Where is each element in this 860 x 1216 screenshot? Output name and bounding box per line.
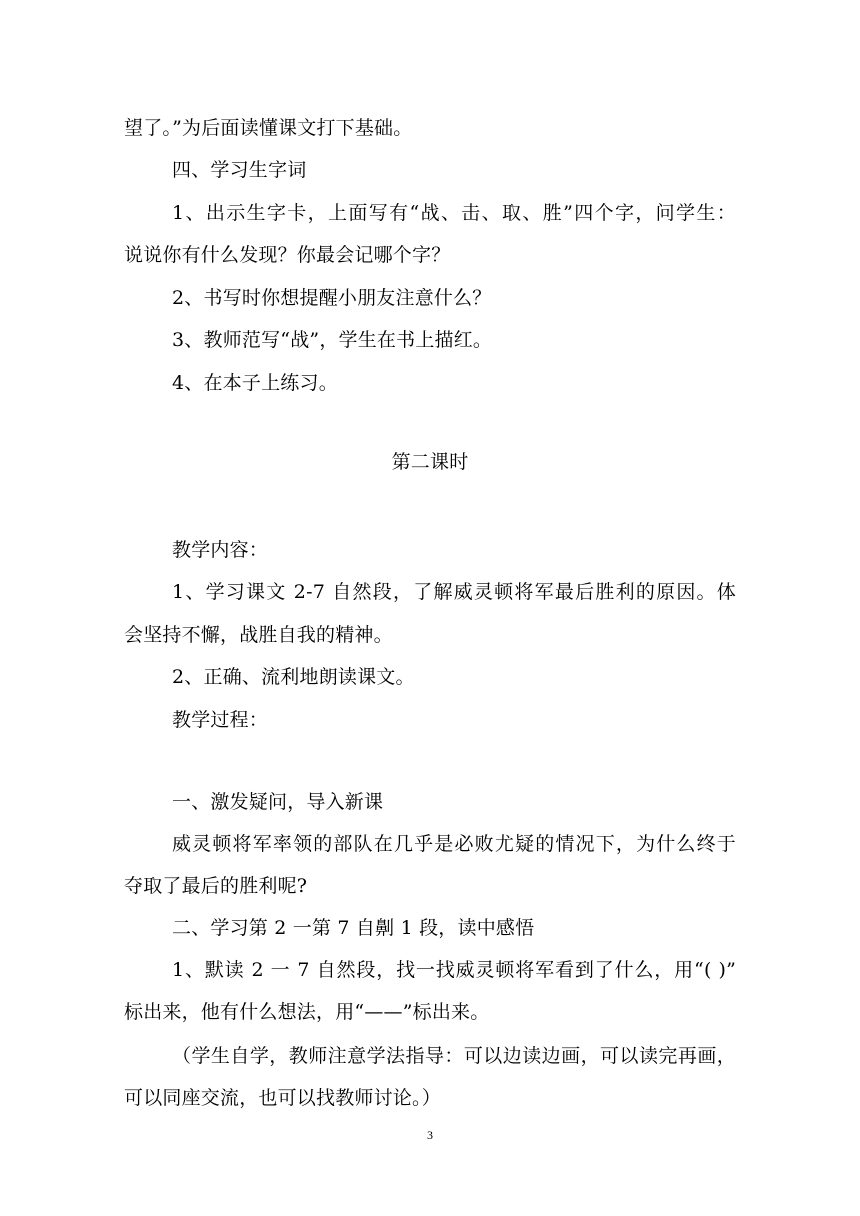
section-heading: 一、激发疑问，导入新课 [172, 791, 384, 813]
text-line: 3、教师范写“战”，学生在书上描红。 [172, 329, 493, 351]
text-line: 标出来，他有什么想法，用“——”标出来。 [124, 1001, 490, 1023]
section-heading: 教学内容： [172, 539, 269, 561]
text-line: 会坚持不懈，战胜自我的精神。 [124, 624, 393, 646]
section-heading: 四、学习生字词 [172, 159, 307, 181]
text-line: 望了。”为后面读懂课文打下基础。 [124, 117, 413, 139]
lesson-title: 第二课时 [391, 451, 469, 473]
text-line: 4、在本子上练习。 [172, 372, 338, 394]
page-number: 3 [427, 1128, 433, 1142]
text-line: 威灵顿将军率领的部队在几乎是必败尤疑的情况下，为什么终于 [172, 833, 736, 855]
text-line: 说说你有什么发现？你最会记哪个字？ [124, 244, 451, 266]
text-line: 1、默读 2 一 7 自然段，找一找威灵顿将军看到了什么，用“( )” [172, 959, 736, 981]
text-line: 可以同座交流，也可以找教师讨论。） [124, 1087, 441, 1109]
text-line: 2、正确、流利地朗读课文。 [172, 666, 415, 688]
text-line: 1、出示生字卡，上面写有“战、击、取、胜”四个字，问学生： [172, 202, 736, 224]
section-heading: 二、学习第 2 一第 7 自劓 1 段，读中感悟 [172, 917, 535, 939]
text-line: （学生自学，教师注意学法指导：可以边读边画，可以读完再画， [172, 1045, 736, 1067]
text-line: 夺取了最后的胜利呢? [124, 875, 308, 897]
text-line: 1、学习课文 2-7 自然段，了解威灵顿将军最后胜利的原因。体 [172, 581, 736, 603]
text-line: 2、书写时你想提醒小朋友注意什么？ [172, 287, 492, 309]
section-heading: 教学过程： [172, 709, 269, 731]
